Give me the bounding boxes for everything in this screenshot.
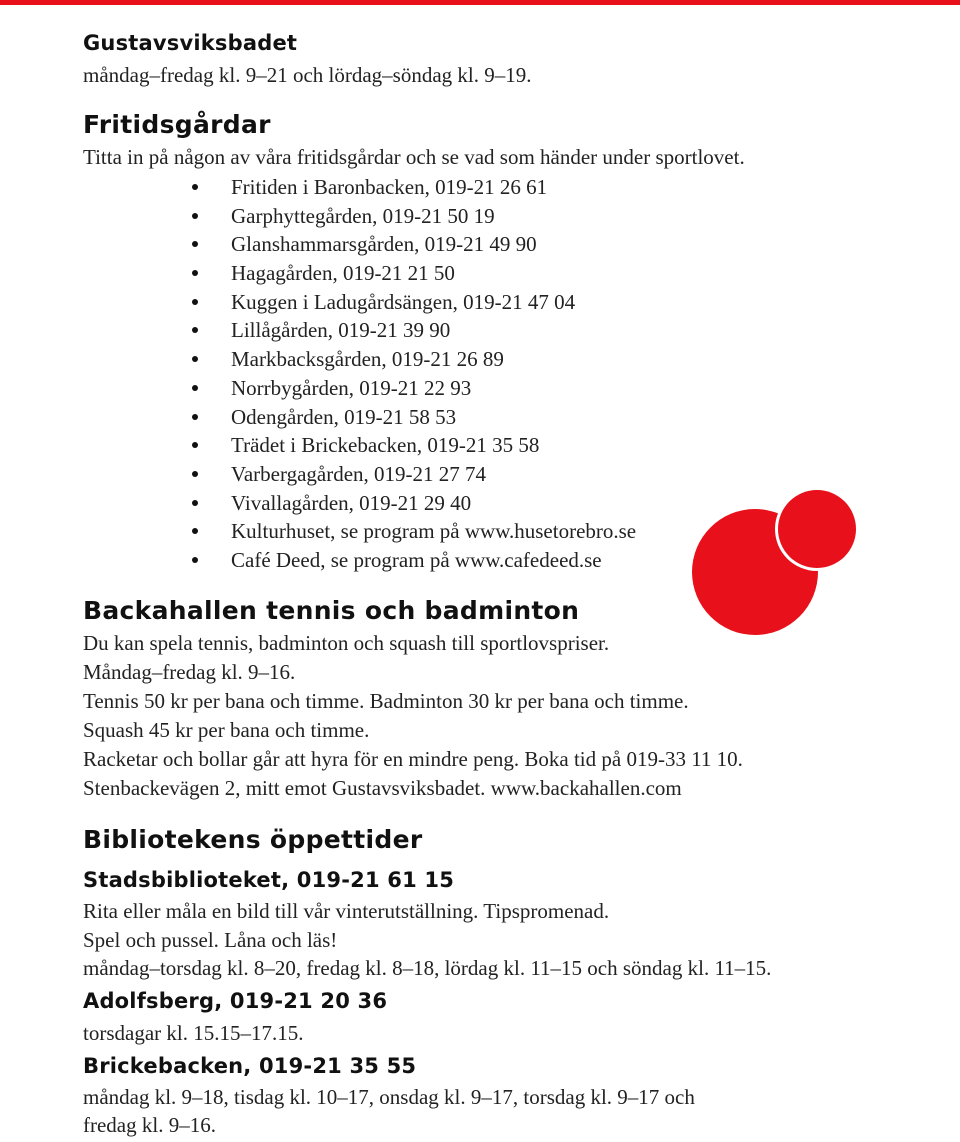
top-accent-bar: [0, 0, 960, 5]
bullet-icon: [192, 356, 198, 362]
backahallen-line: Stenbackevägen 2, mitt emot Gustavsviksbadet. www.backahallen.com: [83, 776, 682, 800]
adolfsberg-heading: Adolfsberg, 019-21 20 36: [83, 989, 388, 1013]
list-item-text: Fritiden i Baronbacken, 019-21 26 61: [231, 175, 548, 199]
brickebacken-hours: fredag kl. 9–16.: [83, 1113, 216, 1137]
list-item-text: Kuggen i Ladugårdsängen, 019-21 47 04: [231, 289, 576, 314]
stadsbiblioteket-hours: måndag–torsdag kl. 8–20, fredag kl. 8–18, lördag kl. 11–15 och söndag kl. 11–15.: [83, 956, 772, 980]
bullet-icon: [192, 299, 198, 305]
list-item: [83, 345, 636, 374]
list-item: [83, 202, 636, 231]
list-item: [83, 517, 636, 546]
list-item-text: Vivallagården, 019-21 29 40: [231, 490, 472, 515]
bullet-icon: [192, 471, 198, 477]
gustavsviksbadet-hours: måndag–fredag kl. 9–21 och lördag–söndag kl. 9–19.: [83, 63, 532, 87]
bullet-icon: [192, 184, 198, 190]
brickebacken-heading: Brickebacken, 019-21 35 55: [83, 1054, 417, 1078]
list-item-text: Markbacksgården, 019-21 26 89: [231, 347, 504, 372]
list-item: [83, 259, 636, 288]
bullet-icon: [192, 528, 198, 534]
list-item: [83, 403, 636, 432]
bullet-icon: [192, 270, 198, 276]
backahallen-line: Racketar och bollar går att hyra för en mindre peng. Boka tid på 019-33 11 10.: [83, 747, 743, 771]
backahallen-line: Tennis 50 kr per bana och timme. Badminton 30 kr per bana och timme.: [83, 689, 689, 713]
adolfsberg-hours: torsdagar kl. 15.15–17.15.: [83, 1021, 304, 1045]
stadsbiblioteket-line: Rita eller måla en bild till vår vinterutställning. Tipspromenad.: [83, 899, 610, 923]
list-item-text: Trädet i Brickebacken, 019-21 35 58: [231, 433, 540, 458]
list-item-text: Varbergagården, 019-21 27 74: [231, 461, 487, 486]
list-item-text: Lillågården, 019-21 39 90: [231, 318, 451, 343]
small-red-circle-decoration: [778, 490, 856, 568]
gustavsviksbadet-heading: Gustavsviksbadet: [83, 31, 298, 55]
list-item-text: Café Deed, se program på www.cafedeed.se: [231, 547, 602, 572]
fritidsgardar-intro: Titta in på någon av våra fritidsgårdar och se vad som händer under sportlovet.: [83, 145, 745, 169]
list-item-text: Kulturhuset, se program på www.husetorebro.se: [231, 519, 637, 544]
bullet-icon: [192, 557, 198, 563]
fritidsgardar-heading: Fritidsgårdar: [83, 110, 271, 139]
backahallen-line: Måndag–fredag kl. 9–16.: [83, 660, 296, 684]
bullet-icon: [192, 385, 198, 391]
list-item: [83, 173, 636, 202]
bullet-icon: [192, 213, 198, 219]
list-item: [83, 460, 636, 489]
stadsbiblioteket-line: Spel och pussel. Låna och läs!: [83, 928, 338, 952]
bibliotek-heading: Bibliotekens öppettider: [83, 825, 423, 854]
list-item: [83, 546, 636, 575]
fritidsgardar-list: [83, 173, 636, 575]
backahallen-line: Squash 45 kr per bana och timme.: [83, 718, 370, 742]
list-item: [83, 374, 636, 403]
bullet-icon: [192, 241, 198, 247]
list-item: [83, 489, 636, 518]
bullet-icon: [192, 327, 198, 333]
bullet-icon: [192, 500, 198, 506]
backahallen-line: Du kan spela tennis, badminton och squash till sportlovspriser.: [83, 631, 610, 655]
brickebacken-hours: måndag kl. 9–18, tisdag kl. 10–17, onsdag kl. 9–17, torsdag kl. 9–17 och: [83, 1085, 695, 1109]
backahallen-heading: Backahallen tennis och badminton: [83, 596, 580, 625]
stadsbiblioteket-heading: Stadsbiblioteket, 019-21 61 15: [83, 868, 455, 892]
list-item-text: Glanshammarsgården, 019-21 49 90: [231, 232, 537, 257]
list-item-text: Hagagården, 019-21 21 50: [231, 261, 455, 286]
bullet-icon: [192, 442, 198, 448]
list-item: [83, 288, 636, 317]
list-item: [83, 316, 636, 345]
list-item-text: Garphyttegården, 019-21 50 19: [231, 203, 495, 228]
list-item-text: Norrbygården, 019-21 22 93: [231, 375, 472, 400]
list-item: [83, 230, 636, 259]
list-item: [83, 431, 636, 460]
list-item-text: Odengården, 019-21 58 53: [231, 404, 457, 429]
bullet-icon: [192, 414, 198, 420]
